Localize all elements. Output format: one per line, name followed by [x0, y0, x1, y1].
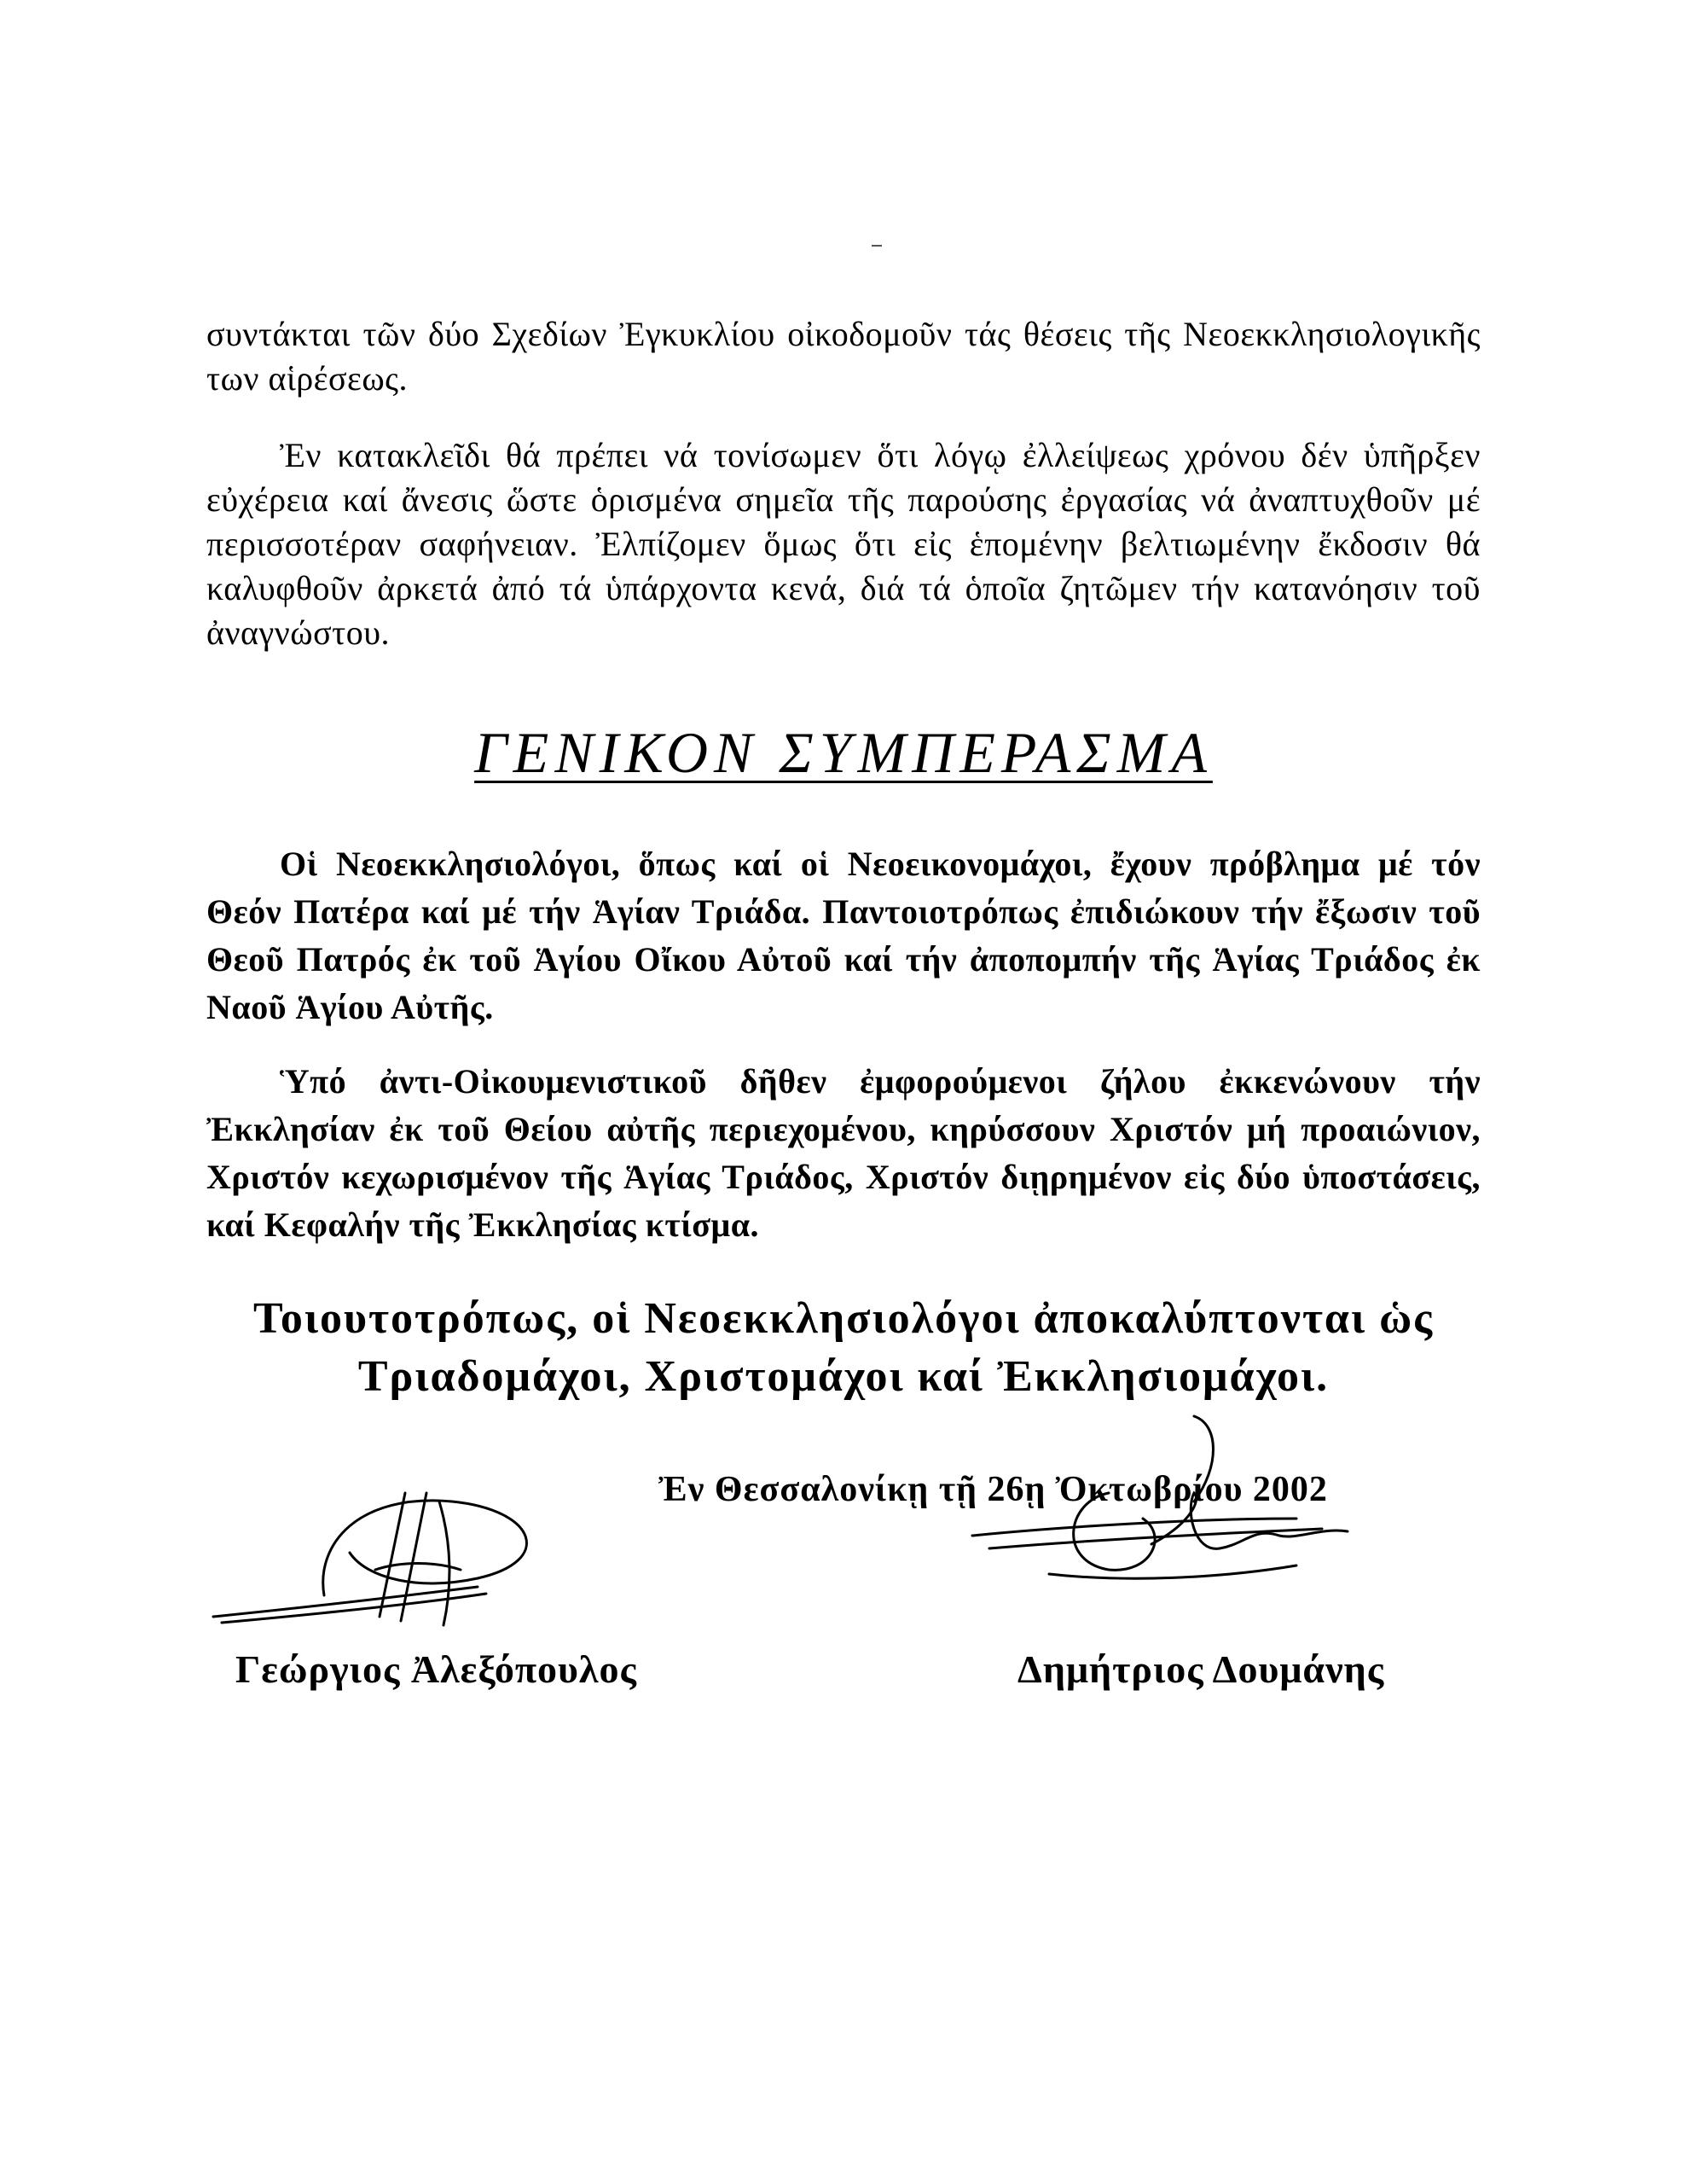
paragraph-2-text: Ἐν κατακλεῖδι θά πρέπει νά τονίσωμεν ὅτι λόγῳ ἐλλείψεως χρόνου δέν ὑπῆρξεν εὐχέρεια καί ἄνεσις ὥστε ὁρισμένα σημεῖα τῆς παρούσης ἐργασίας νά ἀναπτυχθοῦν μέ περισσοτέραν σαφήνειαν. Ἐλπίζομεν ὅμως ὅτι εἰς ἑπομένην βελτιωμένην ἔκδοσιν θά καλυφθοῦν ἀρκετά ἀπό τά ὑπάρχοντα κενά, διά τά ὁποῖα ζητῶμεν τήν κατανόησιν τοῦ ἀναγνώστου.: [206, 436, 1481, 652]
paragraph-4-text: Ὑπό ἀντι-Οἰκουμενιστικοῦ δῆθεν ἐμφορούμενοι ζήλου ἐκκενώνουν τήν Ἐκκλησίαν ἐκ τοῦ Θείου αὐτῆς περιεχομένου, κηρύσσουν Χριστόν μή προαιώνιον, Χριστόν κεχωρισμένον τῆς Ἁγίας Τριάδος, Χριστόν διῃρημένον εἰς δύο ὑποστάσεις, καί Κεφαλήν τῆς Ἐκκλησίας κτίσμα.: [206, 1062, 1481, 1244]
paragraph-conclusion-1: [206, 840, 1481, 1031]
final-statement-line-1: Τοιουτοτρόπως, οἱ Νεοεκκλησιολόγοι ἀποκαλύπτονται ὡς: [252, 1294, 1435, 1343]
section-heading: [0, 719, 1687, 787]
signature-right-image: [938, 1399, 1416, 1621]
signatory-right-name: Δημήτριος Δουμάνης: [1017, 1647, 1385, 1691]
final-statement-line-2: Τριαδομάχοι, Χριστομάχοι καί Ἐκκλησιομάχοι.: [357, 1352, 1330, 1401]
heading-text: ΓΕΝΙΚΟΝ ΣΥΜΠΕΡΑΣΜΑ: [474, 720, 1213, 785]
paragraph-closing-note: [206, 433, 1481, 655]
final-statement: [206, 1290, 1481, 1406]
place-date-line: Ἐν Θεσσαλονίκῃ τῇ 26ῃ Ὀκτωβρίου 2002: [658, 1470, 1328, 1509]
signatory-left-name: Γεώργιος Ἀλεξόπουλος: [235, 1647, 637, 1691]
signature-left-image: [196, 1467, 640, 1638]
paragraph-continuation: [206, 312, 1481, 401]
paragraph-3-text: Οἱ Νεοεκκλησιολόγοι, ὅπως καί οἱ Νεοεικονομάχοι, ἔχουν πρόβλημα μέ τόν Θεόν Πατέρα καί μέ τήν Ἁγίαν Τριάδα. Παντοιοτρόπως ἐπιδιώκουν τήν ἔξωσιν τοῦ Θεοῦ Πατρός ἐκ τοῦ Ἁγίου Οἴκου Αὐτοῦ καί τήν ἀποπομπήν τῆς Ἁγίας Τριάδος ἐκ Ναοῦ Ἁγίου Αὐτῆς.: [206, 845, 1481, 1026]
paragraph-1-text: συντάκται τῶν δύο Σχεδίων Ἐγκυκλίου οἰκοδομοῦν τάς θέσεις τῆς Νεοεκκλησιολογικῆς των αἱρέσεως.: [206, 315, 1481, 398]
scan-mark: [872, 245, 882, 247]
paragraph-conclusion-2: [206, 1058, 1481, 1249]
